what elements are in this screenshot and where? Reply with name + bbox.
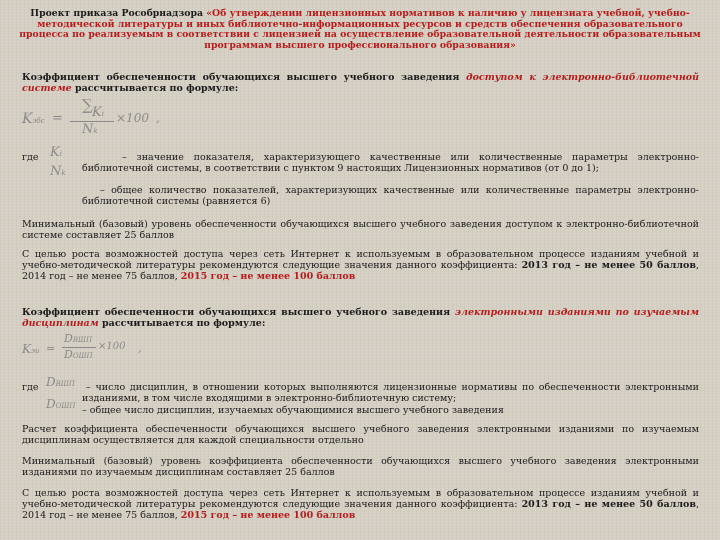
formula1-eq: = bbox=[52, 111, 63, 126]
section2-def1: – число дисциплин, в отношении которых выполняются лицензионные нормативы по обеспеченности электронными изданиями, в том числе входящими в электронно-библиотечную систему; bbox=[82, 382, 699, 405]
formula1-num: Ki bbox=[92, 105, 104, 120]
section2-def2: – общее число дисциплин, изучаемых обучающимися высшего учебного заведения bbox=[82, 405, 504, 416]
formula1-den: Nk bbox=[82, 122, 98, 137]
section1-y2014: , 2014 год – не менее 75 баллов, bbox=[22, 260, 700, 283]
section2-y2015: 2015 год – не менее 100 баллов bbox=[180, 510, 356, 522]
formula2-times: ×100 bbox=[98, 341, 126, 352]
section2-calc: Расчет коэффициента обеспеченности обучающихся высшего учебного заведения электронными изданиями по изучаемым дисциплинам осуществляется для каждой специальности отдельно bbox=[22, 424, 699, 447]
def1-symbol: Ki bbox=[50, 145, 62, 160]
formula2-num: DВШП bbox=[64, 332, 93, 345]
section2-y2013: 2013 год – не менее 50 баллов bbox=[521, 499, 696, 511]
section1-intro-plain: Коэффициент обеспеченности обучающихся высшего учебного заведения bbox=[22, 72, 466, 83]
section2-growth: С целью роста возможностей доступа через сеть Интернет к используемым в образовательном процессе изданиям учебной и учебно-методической литературы рекомендуются следующие значения данного коэффициента: 2013 год – не менее 50 баллов, 2014 год – не менее 75 баллов, 2015 год – не менее 100 баллов bbox=[22, 488, 700, 522]
formula1-lhs: Kэбс bbox=[22, 111, 45, 127]
section2-intro-plain: Коэффициент обеспеченности обучающихся высшего учебного заведения bbox=[22, 307, 455, 318]
section1-def2: – общее количество показателей, характеризующих качественные или количественные параметры электронно-библиотечной системы (равняется 6) bbox=[82, 185, 699, 208]
section1-y2013: 2013 год – не менее 50 баллов bbox=[521, 260, 696, 272]
formula1-sigma: ∑ bbox=[82, 96, 93, 114]
formula1-comma: , bbox=[156, 111, 160, 125]
formula-2 bbox=[22, 330, 172, 370]
header-prefix: Проект приказа Рособрнадзора bbox=[30, 8, 203, 19]
section1-def1: – значение показателя, характеризующего качественные или количественные параметры электронно-библиотечной системы, в соответствии с пунктом 9 настоящих Лицензионных нормативов (от 0 до 1); bbox=[82, 152, 699, 175]
formula2-comma: , bbox=[138, 342, 142, 355]
formula2-lhs: Kэи bbox=[22, 342, 40, 356]
formula2-eq: = bbox=[46, 342, 56, 355]
section1-intro-red: доступом к электронно-библиотечной системе bbox=[22, 72, 699, 95]
section2-min-level: Минимальный (базовый) уровень коэффициента обеспеченности обучающихся высшего учебного заведения электронными изданиями по изучаемым дисциплинам составляет 25 баллов bbox=[22, 456, 699, 479]
section1-growth: С целью роста возможностей доступа через сеть Интернет к используемым в образовательном процессе изданиям учебной и учебно-методической литературы рекомендуются следующие значения данного коэффициента: 2013 год – не менее 50 баллов, 2014 год – не менее 75 баллов, 2015 год – не менее 100 баллов bbox=[22, 249, 700, 283]
formula-1 bbox=[22, 96, 182, 140]
section2-intro-red: электронными изданиями по изучаемым дисциплинам bbox=[22, 307, 699, 330]
def4-symbol: DОШП bbox=[46, 397, 76, 411]
section2-where: где bbox=[22, 382, 39, 393]
header-title: «Об утверждении лицензионных нормативов к наличию у лицензиата учебной, учебно-методической литературы и иных библиотечно-информационных ресурсов и средств обеспечения образовательного процесса по реализуемым в соответствии с лицензией на осуществление образовательной деятельности образовательным программам высшего профессионального образования» bbox=[19, 8, 701, 51]
section2-intro bbox=[22, 307, 699, 329]
section1-intro bbox=[22, 72, 699, 94]
def2-symbol: Nk bbox=[50, 164, 66, 179]
section2-intro-tail: рассчитывается по формуле: bbox=[98, 318, 266, 330]
section1-where: где bbox=[22, 152, 39, 163]
document-header bbox=[14, 9, 706, 51]
section1-y2015: 2015 год – не менее 100 баллов bbox=[180, 271, 356, 283]
section1-intro-tail: рассчитывается по формуле: bbox=[71, 83, 239, 95]
formula2-den: DОШП bbox=[64, 348, 93, 361]
formula1-times: ×100 bbox=[116, 111, 149, 125]
def3-symbol: DВШП bbox=[46, 375, 75, 389]
section2-y2014: , 2014 год – не менее 75 баллов, bbox=[22, 499, 700, 522]
section1-min-level: Минимальный (базовый) уровень обеспеченности обучающихся высшего учебного заведения доступом к электронно-библиотечной системе составляет 25 баллов bbox=[22, 219, 699, 242]
